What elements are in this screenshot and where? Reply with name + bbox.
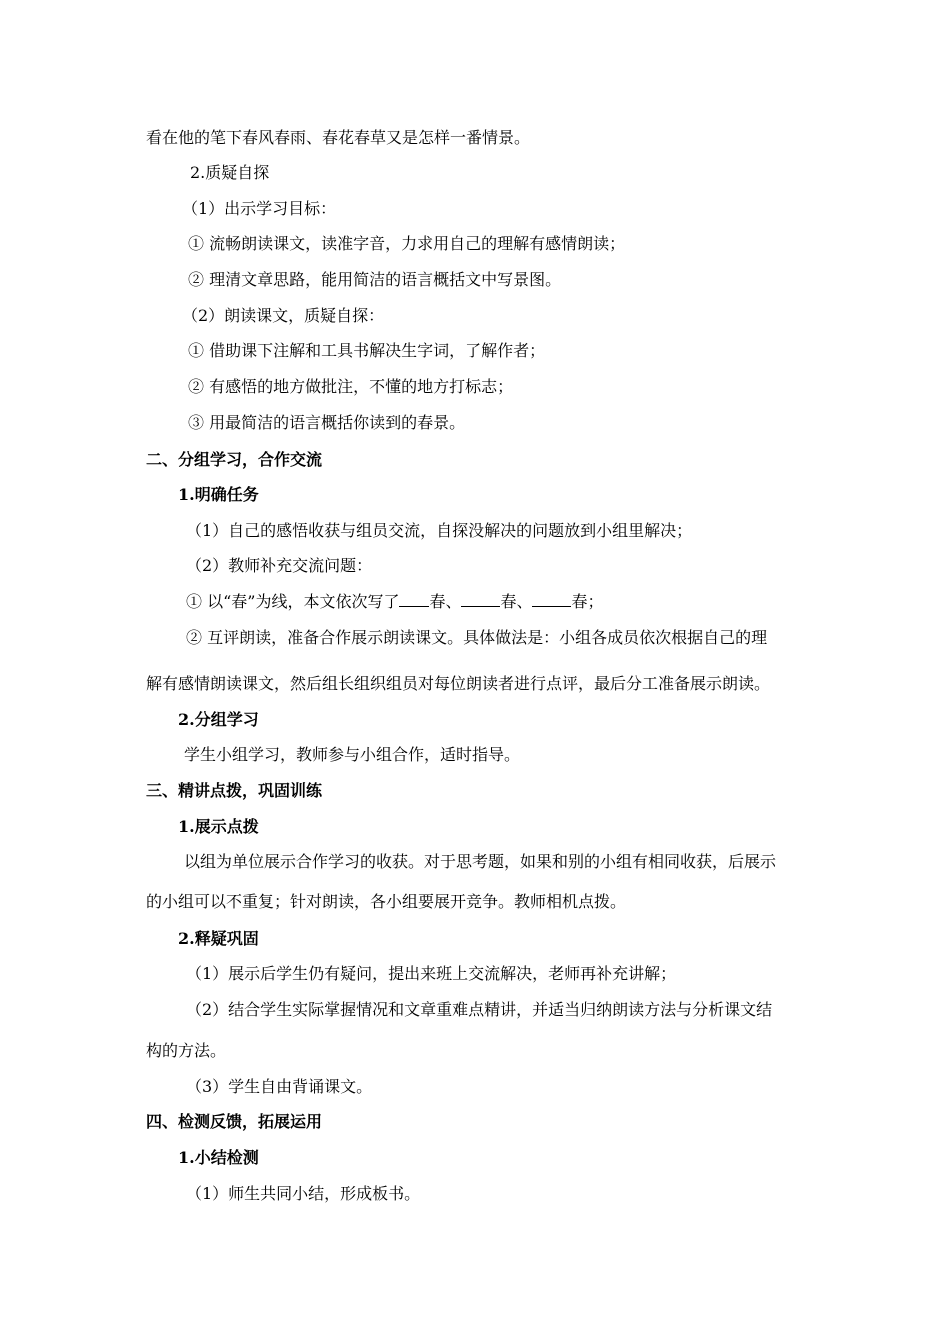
answer-blank[interactable]: [399, 592, 429, 607]
text-line: （2）教师补充交流问题：: [186, 556, 373, 575]
text-line: （1）展示后学生仍有疑问，提出来班上交流解决，老师再补充讲解；: [186, 964, 677, 983]
text-line: （1）出示学习目标：: [182, 199, 337, 218]
list-item: ③ 用最简洁的语言概括你读到的春景。: [188, 413, 466, 432]
question-text: 春、: [429, 592, 462, 611]
text-line: （1）师生共同小结，形成板书。: [186, 1184, 421, 1203]
section-heading: 三、精讲点拨，巩固训练: [146, 781, 323, 800]
text-line: （2）结合学生实际掌握情况和文章重难点精讲，并适当归纳朗读方法与分析课文结: [186, 1000, 773, 1019]
question-text: 春、: [500, 592, 533, 611]
text-line: 构的方法。: [146, 1041, 227, 1060]
text-line: 解有感情朗读课文，然后组长组织组员对每位朗读者进行点评，最后分工准备展示朗读。: [146, 674, 771, 693]
text-line: （1）自己的感悟收获与组员交流，自探没解决的问题放到小组里解决；: [186, 521, 693, 540]
subheading: 2.分组学习: [178, 710, 259, 729]
list-item: ① 流畅朗读课文，读准字音，力求用自己的理解有感情朗读；: [188, 234, 626, 253]
subheading: 1.展示点拨: [178, 817, 259, 836]
text-line: 以组为单位展示合作学习的收获。对于思考题，如果和别的小组有相同收获，后展示: [184, 852, 777, 871]
question-text: ① 以“春”为线，本文依次写了: [186, 592, 400, 611]
question-text: 春；: [571, 592, 604, 611]
section-heading: 四、检测反馈，拓展运用: [146, 1112, 323, 1131]
subheading: 2.释疑巩固: [178, 929, 259, 948]
list-item: ① 借助课下注解和工具书解决生字词，了解作者；: [188, 341, 546, 360]
subheading: 2.质疑自探: [190, 163, 270, 182]
section-heading: 二、分组学习，合作交流: [146, 450, 323, 469]
text-line: 学生小组学习，教师参与小组合作，适时指导。: [184, 745, 521, 764]
list-item: ② 理清文章思路，能用简洁的语言概括文中写景图。: [188, 270, 562, 289]
fill-blank-question: [186, 592, 604, 612]
text-line: 的小组可以不重复；针对朗读，各小组要展开竞争。教师相机点拨。: [146, 892, 627, 911]
subheading: 1.小结检测: [178, 1148, 259, 1167]
text-line: （2）朗读课文，质疑自探：: [182, 306, 385, 325]
text-line: 看在他的笔下春风春雨、春花春草又是怎样一番情景。: [146, 128, 531, 147]
text-line: （3）学生自由背诵课文。: [186, 1077, 373, 1096]
list-item: ② 有感悟的地方做批注，不懂的地方打标志；: [188, 377, 514, 396]
subheading: 1.明确任务: [178, 485, 259, 504]
text-line: ② 互评朗读，准备合作展示朗读课文。具体做法是：小组各成员依次根据自己的理: [186, 628, 768, 647]
answer-blank[interactable]: [532, 592, 571, 607]
answer-blank[interactable]: [461, 592, 500, 607]
